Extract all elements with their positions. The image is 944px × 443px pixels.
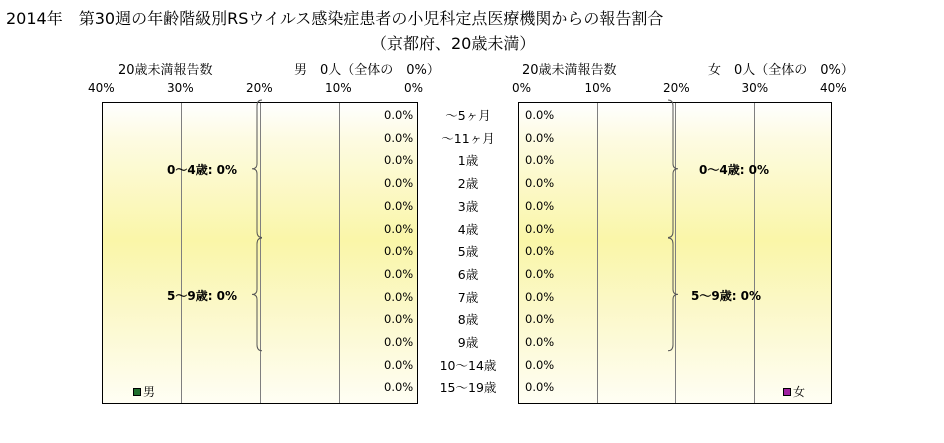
female-group-brace: [667, 238, 679, 351]
category-label: ～5ヶ月: [445, 108, 491, 123]
female-value-label: 0.0%: [525, 198, 555, 213]
male-x-tick-label: 10%: [325, 81, 352, 95]
male-value-label: 0.0%: [384, 153, 414, 168]
male-value-label: 0.0%: [384, 289, 414, 304]
male-value-label: 0.0%: [384, 176, 414, 191]
male-x-tick-label: 40%: [88, 81, 115, 95]
male-value-label: 0.0%: [384, 130, 414, 145]
female-group-brace: [667, 100, 679, 238]
male-legend-label: 男: [143, 385, 156, 399]
female-value-label: 0.0%: [525, 108, 555, 122]
female-value-label: 0.0%: [525, 153, 555, 168]
male-value-label: 0.0%: [384, 380, 414, 395]
male-legend-swatch: [133, 388, 141, 396]
category-label: 7歳: [457, 289, 479, 305]
male-x-tick-label: 0%: [404, 81, 424, 95]
category-label: 1歳: [457, 153, 479, 169]
male-value-label: 0.0%: [384, 357, 414, 372]
female-x-tick-label: 0%: [512, 81, 532, 95]
female-group-label: 5～9歳: 0%: [691, 288, 762, 303]
female-header-right: 女 0人（全体の 0%）: [708, 63, 854, 78]
category-label: 2歳: [457, 176, 479, 192]
male-value-label: 0.0%: [384, 335, 414, 349]
male-gridline: [339, 103, 340, 403]
male-legend: [133, 383, 155, 400]
female-group-label: 0～4歳: 0%: [699, 162, 770, 177]
male-value-label: 0.0%: [384, 198, 414, 213]
male-value-label: 0.0%: [384, 266, 414, 281]
female-gridline: [754, 103, 755, 403]
category-label: 15～19歳: [439, 380, 497, 396]
female-value-label: 0.0%: [525, 335, 555, 349]
category-label: 8歳: [457, 312, 479, 328]
female-legend: [783, 383, 805, 400]
male-x-tick-label: 30%: [167, 81, 194, 95]
male-header-right: 男 0人（全体の 0%）: [294, 63, 440, 78]
male-group-label: 0～4歳: 0%: [167, 162, 238, 177]
male-group-brace: [251, 238, 263, 351]
female-value-label: 0.0%: [525, 380, 555, 395]
female-value-label: 0.0%: [525, 244, 555, 259]
category-label: 3歳: [457, 198, 479, 214]
female-value-label: 0.0%: [525, 289, 555, 304]
chart-title: 2014年 第30週の年齢階級別RSウイルス感染症患者の小児科定点医療機関からの報告割合: [6, 9, 664, 28]
female-x-tick-label: 30%: [741, 81, 769, 95]
chart-subtitle: （京都府、20歳未満）: [371, 34, 536, 53]
category-label: 4歳: [457, 221, 479, 237]
male-value-label: 0.0%: [384, 108, 414, 122]
male-group-brace: [251, 100, 263, 238]
female-header-left: 20歳未満報告数: [522, 63, 617, 78]
female-value-label: 0.0%: [525, 130, 555, 145]
female-value-label: 0.0%: [525, 312, 555, 327]
category-label: 5歳: [457, 244, 479, 260]
category-label: ～11ヶ月: [441, 130, 495, 146]
male-value-label: 0.0%: [384, 244, 414, 259]
female-x-tick-label: 10%: [584, 81, 612, 95]
female-value-label: 0.0%: [525, 266, 555, 281]
male-gridline: [181, 103, 182, 403]
category-label: 6歳: [457, 266, 479, 282]
male-group-label: 5～9歳: 0%: [167, 288, 238, 303]
female-legend-swatch: [783, 388, 791, 396]
female-value-label: 0.0%: [525, 221, 555, 236]
female-value-label: 0.0%: [525, 357, 555, 372]
female-gridline: [597, 103, 598, 403]
male-value-label: 0.0%: [384, 221, 414, 236]
category-label: 9歳: [457, 335, 479, 350]
male-x-tick-label: 20%: [246, 81, 273, 95]
female-value-label: 0.0%: [525, 176, 555, 191]
male-header-left: 20歳未満報告数: [118, 63, 213, 78]
female-legend-label: 女: [793, 385, 806, 399]
female-x-tick-label: 20%: [663, 81, 690, 95]
female-x-tick-label: 40%: [820, 81, 847, 95]
category-label: 10～14歳: [439, 357, 497, 373]
male-value-label: 0.0%: [384, 312, 414, 327]
